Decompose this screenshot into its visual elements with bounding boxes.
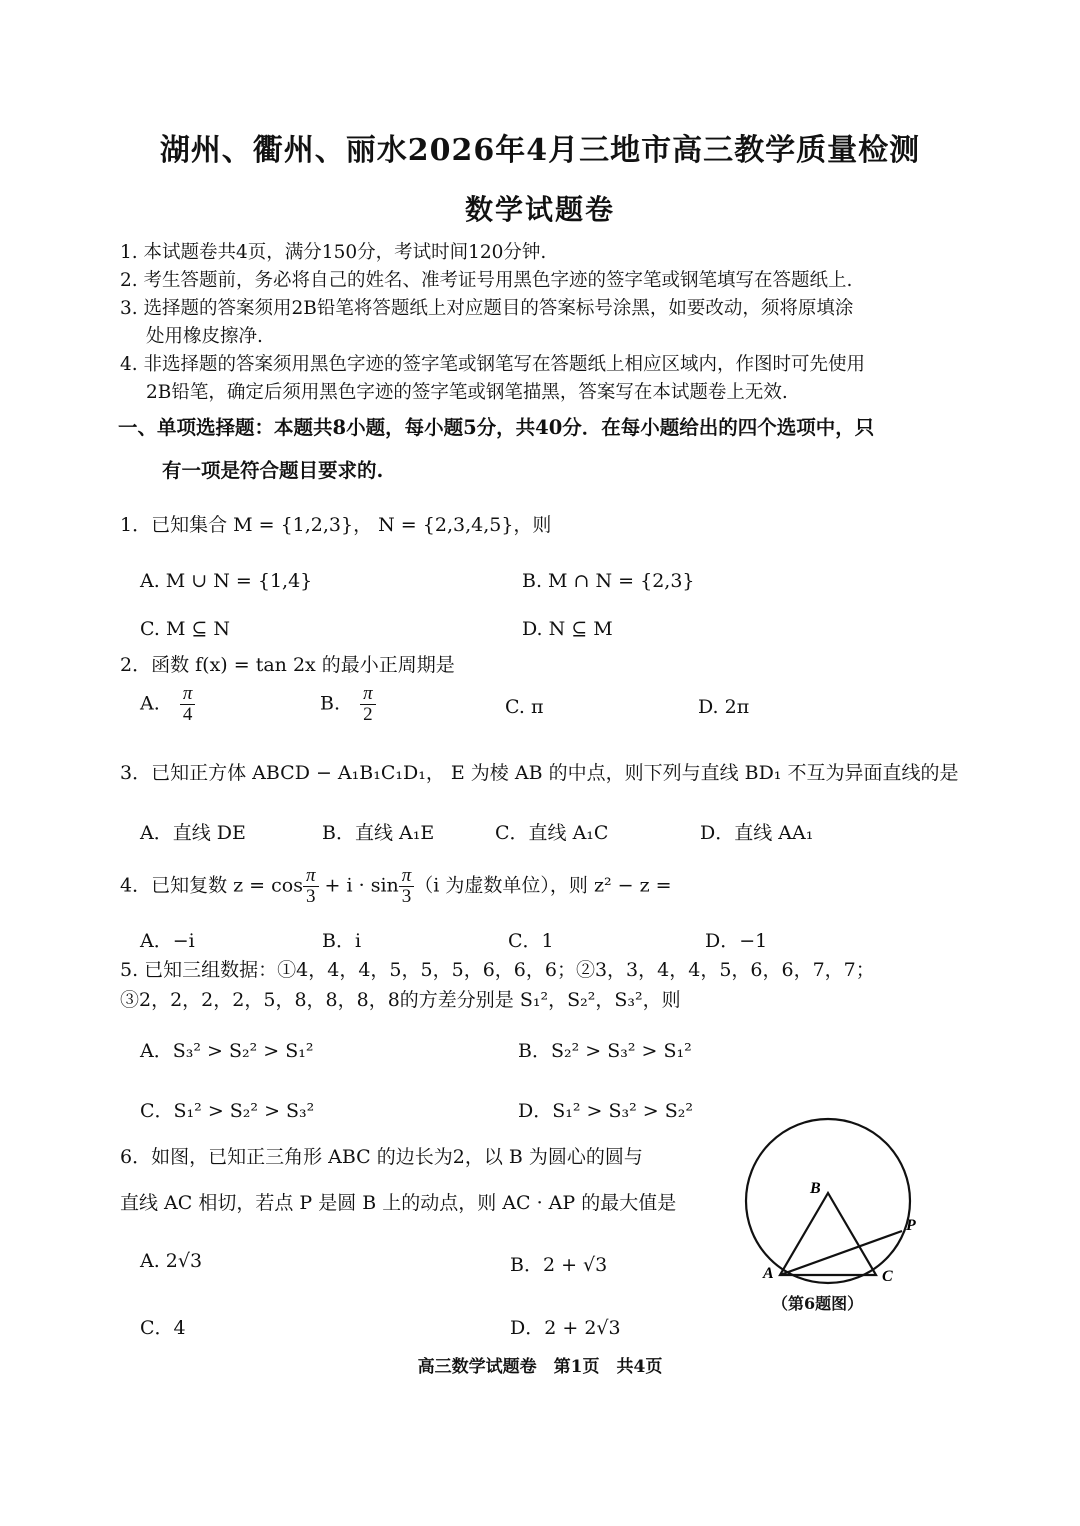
section-heading: 一、单项选择题：本题共8小题，每小题5分，共40分．在每小题给出的四个选项中，只 (118, 416, 875, 439)
q2-option-b (320, 684, 376, 725)
q6-option-b: B．2 + √3 (510, 1254, 608, 1276)
q6-option-c: C．4 (140, 1317, 186, 1339)
q5-option-b: B．S₂² > S₃² > S₁² (518, 1040, 692, 1062)
q4-option-b: B．i (322, 930, 362, 952)
q4-stem-pre: 4．已知复数 z = cos (120, 874, 303, 897)
q2-option-c: C. π (505, 696, 544, 718)
question-1-stem: 1．已知集合 M = {1,2,3}， N = {2,3,4,5}，则 (120, 514, 552, 536)
question-3-stem: 3．已知正方体 ABCD − A₁B₁C₁D₁， E 为棱 AB 的中点，则下列与直线 BD₁ 不互为异面直线的是 (120, 762, 959, 784)
q2-option-a (140, 684, 195, 725)
label-b: B (810, 1180, 821, 1197)
page-footer: 高三数学试题卷 第1页 共4页 (417, 1357, 663, 1377)
section-heading-cont: 有一项是符合题目要求的. (162, 459, 384, 482)
q1-option-a: A. M ∪ N = {1,4} (140, 570, 313, 592)
q4-stem-mid: + i · sin (318, 874, 399, 897)
q4-fraction-1: $\frac{\pi}{3}$ (303, 866, 319, 907)
triangle-abc (780, 1193, 876, 1275)
q1-option-d: D. N ⊆ M (522, 618, 613, 640)
note-4: 4. 非选择题的答案须用黑色字迹的签字笔或钢笔写在答题纸上相应区域内，作图时可先使用 (120, 354, 866, 375)
q4-fraction-2: $\frac{\pi}{3}$ (399, 866, 415, 907)
question-5-stem-cont: ③2，2，2，2，5，8，8，8，8的方差分别是 S₁²，S₂²，S₃²，则 (120, 989, 681, 1011)
question-2-stem: 2．函数 f(x) = tan 2x 的最小正周期是 (120, 654, 455, 676)
q4-option-c: C．1 (508, 930, 554, 952)
question-6-figure (730, 1100, 940, 1290)
q1-option-c: C. M ⊆ N (140, 618, 231, 640)
q5-option-d: D．S₁² > S₃² > S₂² (518, 1100, 693, 1122)
note-4-cont: 2B铅笔，确定后须用黑色字迹的签字笔或钢笔描黑，答案写在本试题卷上无效. (146, 382, 788, 403)
question-5-stem: 5. 已知三组数据：①4，4，4，5，5，5，6，6，6；②3，3，4，4，5，6，6，7，7； (120, 959, 875, 981)
q3-option-a: A．直线 DE (140, 822, 246, 844)
question-6-stem: 6．如图，已知正三角形 ABC 的边长为2，以 B 为圆心的圆与 (120, 1146, 643, 1168)
q4-option-d: D．−1 (705, 930, 768, 952)
q6-option-d: D．2 + 2√3 (510, 1317, 621, 1339)
q1-option-b: B. M ∩ N = {2,3} (522, 570, 695, 592)
q2-option-a-label: A. (140, 692, 160, 715)
q3-option-d: D．直线 AA₁ (700, 822, 814, 844)
q6-option-a: A. 2√3 (140, 1250, 203, 1272)
note-2: 2. 考生答题前，务必将自己的姓名、准考证号用黑色字迹的签字笔或钢笔填写在答题纸上. (120, 270, 853, 291)
exam-title: 湖州、衢州、丽水2026年4月三地市高三教学质量检测 (159, 133, 921, 168)
q2-option-d: D. 2π (698, 696, 750, 718)
question-4-stem (120, 866, 672, 907)
label-p: P (906, 1217, 916, 1234)
q4-option-a: A．−i (140, 930, 195, 952)
q5-option-c: C．S₁² > S₂² > S₃² (140, 1100, 315, 1122)
q5-option-a: A．S₃² > S₂² > S₁² (140, 1040, 314, 1062)
q2-option-b-fraction: $\frac{\pi}{2}$ (360, 684, 376, 725)
q3-option-c: C．直线 A₁C (495, 822, 609, 844)
note-3-cont: 处用橡皮擦净. (146, 326, 263, 347)
q2-option-b-label: B. (320, 692, 341, 715)
label-a: A (763, 1265, 774, 1282)
exam-subtitle: 数学试题卷 (464, 193, 615, 226)
q3-option-b: B．直线 A₁E (322, 822, 435, 844)
figure-caption: （第6题图） (772, 1294, 864, 1313)
note-3: 3. 选择题的答案须用2B铅笔将答题纸上对应题目的答案标号涂黑，如要改动，须将原填涂 (120, 298, 854, 319)
note-1: 1. 本试题卷共4页，满分150分，考试时间120分钟. (120, 242, 547, 263)
q4-stem-post: （i 为虚数单位），则 z² − z = (414, 874, 672, 897)
label-c: C (882, 1268, 893, 1285)
question-6-stem-cont: 直线 AC 相切，若点 P 是圆 B 上的动点，则 AC · AP 的最大值是 (120, 1192, 677, 1214)
q2-option-a-fraction: $\frac{\pi}{4}$ (180, 684, 196, 725)
